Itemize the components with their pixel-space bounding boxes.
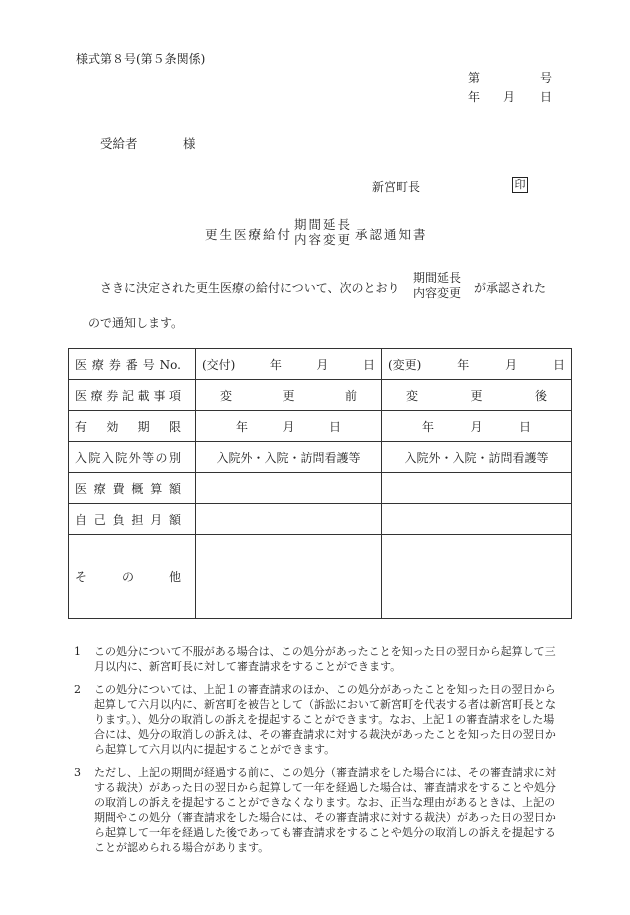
cell-before-change	[196, 380, 382, 411]
title-suffix: 承認通知書	[355, 227, 428, 242]
date-year: 年	[468, 90, 481, 104]
cell-copay-before	[196, 504, 382, 535]
before-char-3: 前	[344, 388, 357, 403]
row-label-other: その他	[69, 535, 196, 619]
cell-issue-date	[196, 349, 382, 380]
note-2	[74, 682, 558, 757]
date-day: 日	[540, 90, 553, 104]
cell-other-before	[196, 535, 382, 619]
row-label-ticket-items: 医療券記載事項	[69, 380, 196, 411]
table-row	[69, 349, 572, 380]
title-prefix: 更生医療給付	[205, 227, 293, 242]
after-char-2: 更	[470, 388, 483, 403]
cell-cost-before	[196, 473, 382, 504]
validity-before-year: 年	[236, 419, 249, 434]
row-label-ticket-number: 医療券番号No.	[69, 349, 196, 380]
note-text: この処分について不服がある場合は、この処分があったことを知った日の翌日から起算して三月以内に、新宮町長に対して審査請求をすることができます。	[94, 645, 556, 673]
date-month: 月	[503, 90, 516, 104]
body-option-extension: 期間延長	[413, 271, 462, 285]
cell-admission-after: 入院外・入院・訪問看護等	[382, 442, 572, 473]
change-day: 日	[552, 357, 565, 372]
validity-after-day: 日	[518, 419, 531, 434]
title-option-extension: 期間延長	[294, 217, 353, 232]
validity-before-day: 日	[328, 419, 341, 434]
note-number: 1	[74, 645, 81, 658]
recipient-label: 受給者	[100, 136, 138, 151]
details-table	[68, 348, 572, 619]
issuer-title: 新宮町長	[372, 180, 421, 194]
table-row	[69, 504, 572, 535]
cell-cost-after	[382, 473, 572, 504]
body-option-change: 内容変更	[413, 286, 462, 300]
row-label-copay: 自己負担月額	[69, 504, 196, 535]
row-label-estimated-cost: 医療費概算額	[69, 473, 196, 504]
change-month: 月	[505, 357, 518, 372]
table-row	[69, 411, 572, 442]
cell-change-date	[382, 349, 572, 380]
cell-validity-after	[382, 411, 572, 442]
before-char-2: 更	[282, 388, 295, 403]
table-row	[69, 442, 572, 473]
issue-year: 年	[269, 357, 282, 372]
note-text: この処分については、上記１の審査請求のほか、この処分があったことを知った日の翌日から起算して六月以内に、新宮町を被告として（訴訟において新宮町を代表する者は新宮町長となります。）、処分の取消しの訴えを提起することができます。なお、上記１の審査請求をした場合には、処分の取消しの訴えは、その審査請求に対する裁決があったことを知った日の翌日から起算して六月以内に提起することができます。	[94, 683, 556, 756]
table-row	[69, 535, 572, 619]
note-number: 3	[74, 766, 81, 779]
issue-day: 日	[362, 357, 375, 372]
body-text-part3: ので通知します。	[88, 316, 184, 330]
cell-after-change	[382, 380, 572, 411]
seal-mark: 印	[512, 177, 528, 193]
title-option-change: 内容変更	[294, 232, 353, 247]
doc-number-dai: 第	[468, 71, 481, 85]
issue-label: (交付)	[202, 357, 236, 372]
cell-other-after	[382, 535, 572, 619]
validity-before-month: 月	[282, 419, 295, 434]
cell-copay-after	[382, 504, 572, 535]
issue-month: 月	[316, 357, 329, 372]
row-label-admission-type: 入院入院外等の別	[69, 442, 196, 473]
change-label: (変更)	[388, 357, 422, 372]
body-text-part2: が承認された	[474, 281, 547, 295]
cell-validity-before	[196, 411, 382, 442]
note-number: 2	[74, 683, 81, 696]
after-char-3: 後	[534, 388, 547, 403]
note-text: ただし、上記の期間が経過する前に、この処分（審査請求をした場合には、その審査請求に対する裁決）があった日の翌日から起算して一年を経過した場合は、審査請求をすることや処分の取消しの訴えを提起することができなくなります。なお、正当な理由があるときは、上記の期間やこの処分（審査請求をした場合には、その審査請求に対する裁決）があった日の翌日から起算して一年を経過した後であっても審査請求をすることや処分の取消しの訴えを提起することが認められる場合があります。	[94, 766, 556, 854]
table-row	[69, 473, 572, 504]
cell-admission-before: 入院外・入院・訪問看護等	[196, 442, 382, 473]
doc-number-go: 号	[540, 71, 553, 85]
after-char-1: 変	[406, 388, 419, 403]
note-1	[74, 644, 558, 674]
validity-after-month: 月	[470, 419, 483, 434]
body-text-part1: さきに決定された更生医療の給付について、次のとおり	[100, 281, 400, 295]
table-row	[69, 380, 572, 411]
note-3	[74, 765, 558, 855]
notes-section	[74, 644, 558, 863]
row-label-validity: 有効期限	[69, 411, 196, 442]
before-char-1: 変	[220, 388, 233, 403]
change-year: 年	[457, 357, 470, 372]
validity-after-year: 年	[422, 419, 435, 434]
recipient-suffix: 様	[183, 136, 196, 151]
form-number: 様式第８号(第５条関係)	[76, 52, 206, 66]
